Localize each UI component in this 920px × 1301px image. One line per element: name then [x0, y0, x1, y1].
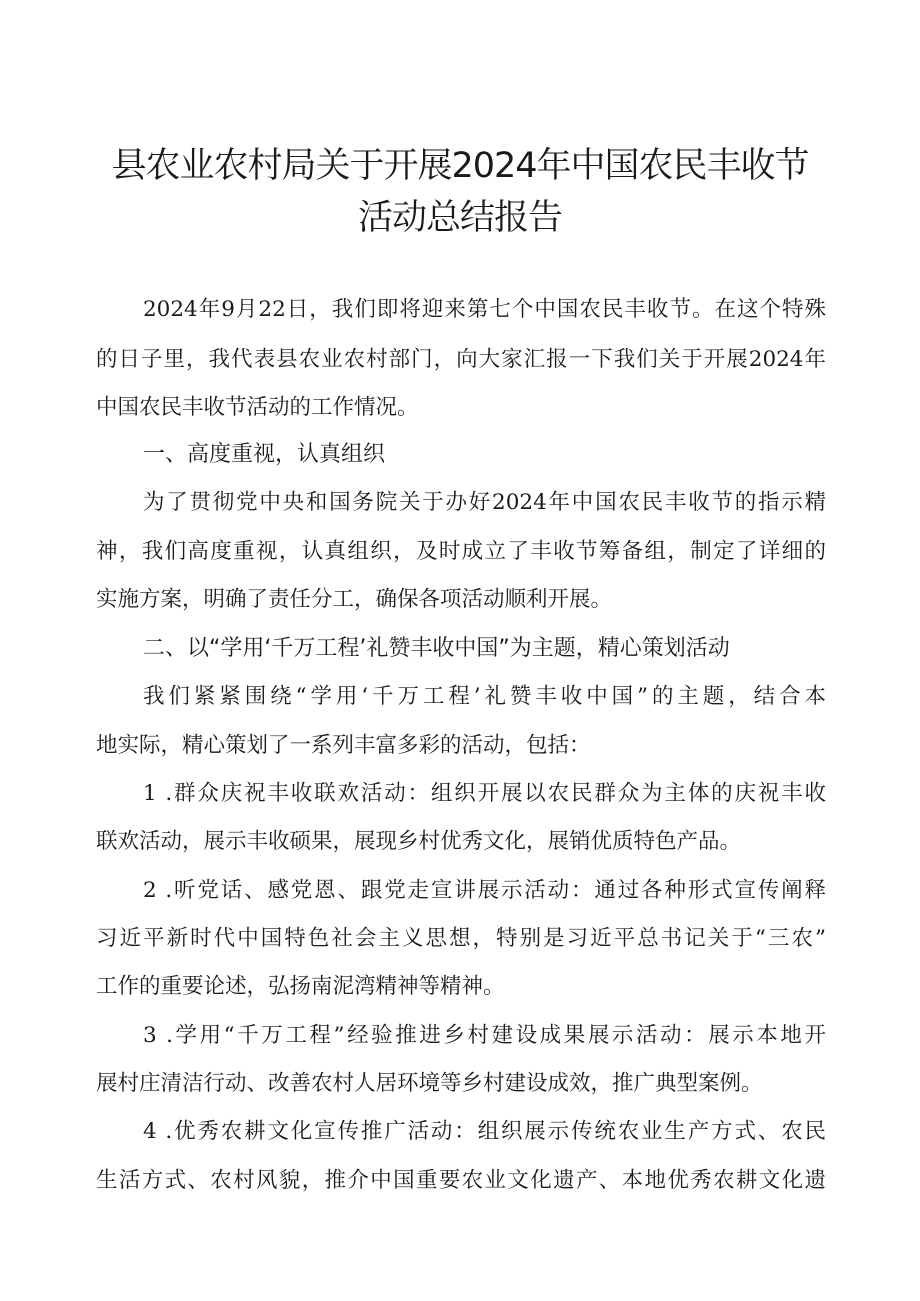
item3-line-1: 3 .学用“千万工程”经验推进乡村建设成果展示活动：展示本地开 [143, 1023, 826, 1048]
section2-line-1: 我们紧紧围绕“学用‘千万工程’礼赞丰收中国”的主题，结合本 [143, 684, 826, 709]
item3-line-2: 展村庄清洁行动、改善农村人居环境等乡村建设成效，推广典型案例。 [96, 1071, 763, 1096]
section1-line-2: 神，我们高度重视，认真组织，及时成立了丰收节筹备组，制定了详细的 [96, 539, 826, 564]
intro-line-2: 的日子里，我代表县农业农村部门，向大家汇报一下我们关于开展2024年 [96, 347, 826, 372]
section2-line-2: 地实际，精心策划了一系列丰富多彩的活动，包括： [96, 733, 591, 758]
section1-line-3: 实施方案，明确了责任分工，确保各项活动顺利开展。 [96, 587, 613, 612]
item2-line-3: 工作的重要论述，弘扬南泥湾精神等精神。 [96, 974, 505, 999]
section1-line-1: 为了贯彻党中央和国务院关于办好2024年中国农民丰收节的指示精 [143, 490, 826, 515]
intro-line-3: 中国农民丰收节活动的工作情况。 [96, 395, 419, 420]
item4-line-1: 4 .优秀农耕文化宣传推广活动：组织展示传统农业生产方式、农民 [143, 1119, 826, 1144]
item1-line-2: 联欢活动，展示丰收硕果，展现乡村优秀文化，展销优质特色产品。 [96, 829, 742, 854]
intro-line-1: 2024年9月22日，我们即将迎来第七个中国农民丰收节。在这个特殊 [143, 297, 826, 322]
section-heading-2: 二、以“学用‘千万工程’礼赞丰收中国”为主题，精心策划活动 [143, 636, 730, 661]
item1-line-1: 1 .群众庆祝丰收联欢活动：组织开展以农民群众为主体的庆祝丰收 [143, 781, 826, 806]
item4-line-2: 生活方式、农村风貌，推介中国重要农业文化遗产、本地优秀农耕文化遗 [96, 1168, 826, 1193]
section-heading-1: 一、高度重视，认真组织 [143, 442, 386, 467]
item2-line-2: 习近平新时代中国特色社会主义思想，特别是习近平总书记关于“三农” [96, 926, 826, 951]
item2-line-1: 2 .听党话、感党恩、跟党走宣讲展示活动：通过各种形式宣传阐释 [143, 878, 826, 903]
document-title-line-1: 县农业农村局关于开展2024年中国农民丰收节 [111, 146, 809, 186]
document-title-line-2: 活动总结报告 [357, 198, 562, 238]
